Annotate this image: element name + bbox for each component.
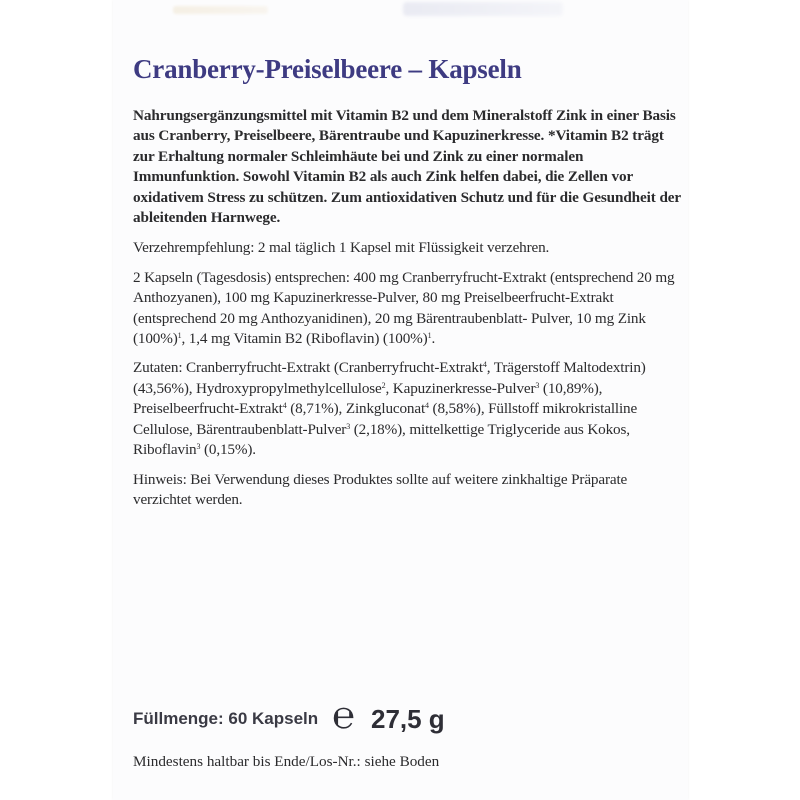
show-through-print xyxy=(113,0,688,28)
fill-quantity-label: Füllmenge: 60 Kapseln xyxy=(133,709,319,728)
footnote-mark: 3 xyxy=(346,421,351,431)
label-text-block xyxy=(133,106,681,519)
consumption-recommendation: Verzehrempfehlung: 2 mal täglich 1 Kapsel mit Flüssigkeit verzehren. xyxy=(133,239,550,257)
footnote-mark: 4 xyxy=(282,401,287,411)
product-title: Cranberry-Preiselbeere – Kapseln xyxy=(133,54,522,84)
net-weight: 27,5 g xyxy=(370,703,445,734)
estimated-sign-icon: ℮ xyxy=(332,695,355,737)
best-before-note: Mindestens haltbar bis Ende/Los-Nr.: siehe Boden xyxy=(133,753,440,770)
daily-dose-info: 2 Kapseln (Tagesdosis) entsprechen: 400 mg Cranberryfrucht-Extrakt (entsprechend 20 mg Anthozyanen), 100 mg Kapuzinerkresse-Pulver, 80 mg Preiselbeerfrucht-Extrakt (entsprechend 20 mg Anthozyanidinen), 20 mg Bärentraubenblatt- Pulver, 10 mg Zink $(100\%)^1$, 1,4 mg Vitamin B2 (Riboflavin) $(100\%)^1$. xyxy=(133,268,675,348)
footnote-mark: 2 xyxy=(381,380,386,390)
footnote-mark: 4 xyxy=(425,401,429,411)
usage-notice: Hinweis: Bei Verwendung dieses Produktes sollte auf weitere zinkhaltige Präparate verzichtet werden. xyxy=(133,470,628,508)
product-description: Nahrungsergänzungsmittel mit Vitamin B2 und dem Mineralstoff Zink in einer Basis aus Cranberry, Preiselbeere, Bärentraube und Kapuzinerkresse. *Vitamin B2 trägt zur Erhaltung normaler Schleimhäute bei und Zink zu einer normalen Immunfunktion. Sowohl Vitamin B2 als auch Zink helfen dabei, die Zellen vor oxidativem Stress zu schützen. Zum antioxidativen Schutz und für die Gesundheit der ableitenden Harnwege. xyxy=(133,107,681,227)
ingredients-list: Zutaten: Cranberryfrucht-Extrakt (Cranberryfrucht-Extrakt$^4$, Trägerstoff Maltodextrin) (43,56%), Hydroxypropylmethylcellulose$^2$, Kapuzinerkresse-Pulver$^3$ (10,89%), Preiselbeerfrucht-Extrakt$^4$ (8,71%), Zinkgluconat$^4$ (8,58%), Füllstoff mikrokristalline Cellulose, Bärentraubenblatt-Pulver$^3$ (2,18%), mittelkettige Triglyceride aus Kokos, Riboflavin$^3$ (0,15%). xyxy=(133,359,646,459)
package-back-panel xyxy=(113,0,688,800)
footnote-mark: 3 xyxy=(535,380,540,390)
fill-quantity-row xyxy=(133,695,445,737)
footnote-mark: 1 xyxy=(427,331,432,341)
footnote-mark: 1 xyxy=(177,331,182,341)
footnote-mark: 4 xyxy=(482,360,487,370)
footnote-mark: 3 xyxy=(196,442,201,452)
